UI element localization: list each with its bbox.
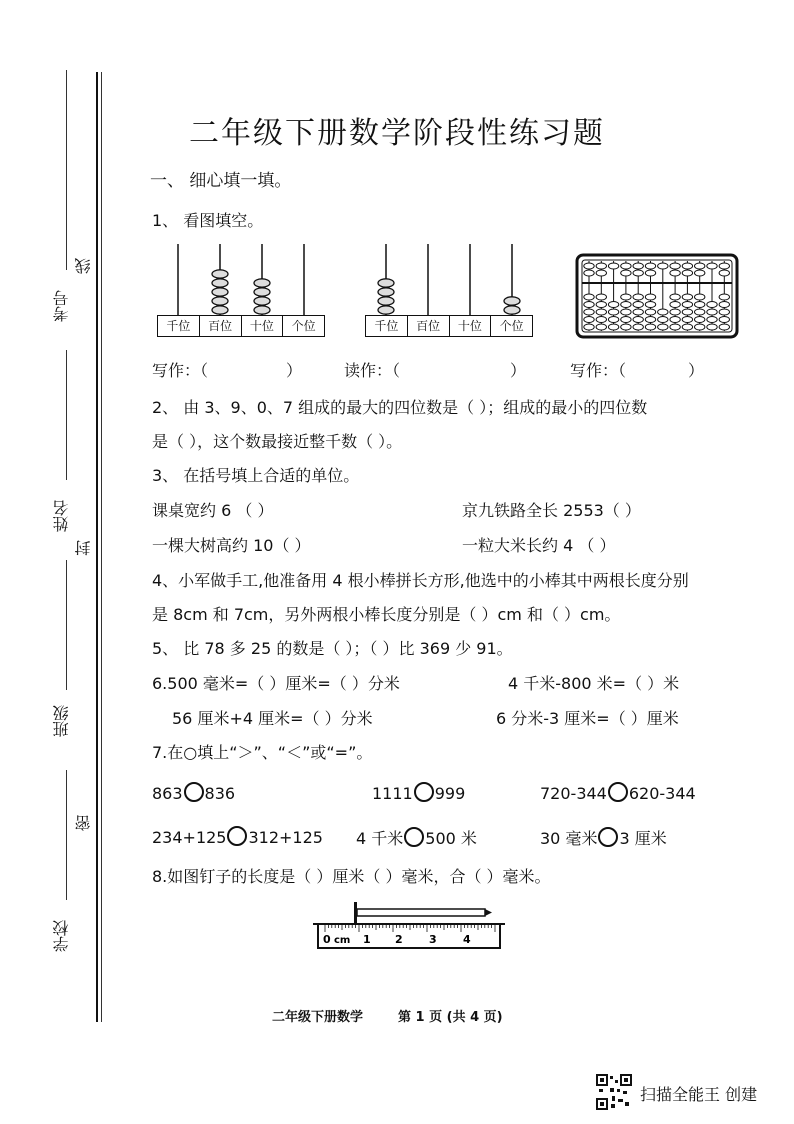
abacus-bead bbox=[504, 306, 520, 314]
abacus-bead bbox=[608, 302, 618, 308]
abacus-bead bbox=[670, 324, 680, 330]
seal-label: 封 bbox=[74, 540, 93, 556]
name-label: 姓名 bbox=[52, 500, 71, 532]
q4-line-2: 是 8cm 和 7cm，另外两根小棒长度分别是（ ）cm 和（ ）cm。 bbox=[152, 605, 621, 624]
abacus-bead bbox=[695, 309, 705, 315]
abacus-bead bbox=[658, 263, 668, 269]
abacus-bead bbox=[212, 270, 228, 278]
abacus-bead bbox=[682, 317, 692, 323]
q8-text: 8.如图钉子的长度是（ ）厘米（ ）毫米，合（ ）毫米。 bbox=[152, 867, 551, 886]
abacus-bead bbox=[707, 309, 717, 315]
abacus-bead bbox=[633, 294, 643, 300]
abacus-bead bbox=[254, 279, 270, 287]
compare-circle[interactable] bbox=[404, 827, 424, 847]
abacus-bead bbox=[645, 309, 655, 315]
abacus-2-place-hundreds: 百位 bbox=[408, 315, 450, 337]
abacus-bead bbox=[645, 270, 655, 276]
class-label: 班级 bbox=[52, 705, 71, 737]
q1-read: 读作：（ ） bbox=[344, 361, 527, 380]
abacus-bead bbox=[670, 263, 680, 269]
abacus-bead bbox=[645, 302, 655, 308]
q2-line-1: 2、 由 3、9、0、7 组成的最大的四位数是（ ）；组成的最小的四位数 bbox=[152, 398, 648, 417]
q3-item-3: 一棵大树高约 10（ ） bbox=[152, 536, 311, 555]
abacus-bead bbox=[658, 317, 668, 323]
abacus-bead bbox=[378, 279, 394, 287]
ruler-label-cm: cm bbox=[334, 935, 351, 946]
abacus-bead bbox=[596, 309, 606, 315]
ruler-label-0: 0 bbox=[323, 933, 331, 946]
abacus-bead bbox=[719, 324, 729, 330]
abacus-bead bbox=[608, 263, 618, 269]
q7-compare-2: 1111 999 bbox=[372, 784, 466, 803]
abacus-bead bbox=[707, 317, 717, 323]
abacus-bead bbox=[719, 302, 729, 308]
abacus-bead bbox=[378, 288, 394, 296]
q7-compare-6: 30 毫米 3 厘米 bbox=[540, 829, 667, 848]
scanner-watermark: 扫描全能王 创建 bbox=[640, 1085, 758, 1104]
abacus-bead bbox=[584, 270, 594, 276]
abacus-bead bbox=[584, 309, 594, 315]
abacus-bead bbox=[682, 324, 692, 330]
abacus-bead bbox=[621, 309, 631, 315]
school-label: 学校 bbox=[52, 920, 71, 952]
nail-icon bbox=[354, 902, 492, 924]
abacus-bead bbox=[682, 270, 692, 276]
margin-line-label: 线 bbox=[74, 258, 93, 274]
abacus-1-place-ones: 个位 bbox=[283, 315, 325, 337]
abacus-bead bbox=[633, 263, 643, 269]
abacus-bead bbox=[504, 297, 520, 305]
q6-c: 56 厘米+4 厘米=（ ）分米 bbox=[172, 709, 373, 728]
abacus-bead bbox=[682, 302, 692, 308]
abacus-bead bbox=[621, 294, 631, 300]
abacus-bead bbox=[682, 309, 692, 315]
q6-d: 6 分米-3 厘米=（ ）厘米 bbox=[496, 709, 679, 728]
abacus-2-place-ones: 个位 bbox=[491, 315, 533, 337]
q3-item-1: 课桌宽约 6 （ ） bbox=[152, 501, 274, 520]
abacus-bead bbox=[719, 317, 729, 323]
q1-write-2: 写作：（ ） bbox=[570, 361, 705, 380]
abacus-bead bbox=[633, 302, 643, 308]
abacus-2-labels bbox=[365, 315, 533, 337]
q3-text: 3、 在括号填上合适的单位。 bbox=[152, 466, 360, 485]
abacus-bead bbox=[695, 302, 705, 308]
abacus-bead bbox=[621, 317, 631, 323]
abacus-bead bbox=[670, 302, 680, 308]
footer-subject: 二年级下册数学 bbox=[272, 1010, 364, 1025]
abacus-bead bbox=[707, 263, 717, 269]
abacus-bead bbox=[670, 270, 680, 276]
abacus-bead bbox=[584, 317, 594, 323]
section-heading: 一、 细心填一填。 bbox=[150, 171, 292, 191]
abacus-bead bbox=[658, 309, 668, 315]
secret-label: 密 bbox=[74, 815, 93, 831]
footer-page: 第 1 页 (共 4 页) bbox=[398, 1010, 503, 1025]
abacus-bead bbox=[212, 288, 228, 296]
abacus-bead bbox=[719, 294, 729, 300]
compare-circle[interactable] bbox=[414, 782, 434, 802]
abacus-bead bbox=[682, 263, 692, 269]
abacus-bead bbox=[645, 294, 655, 300]
abacus-bead bbox=[695, 294, 705, 300]
qr-code-icon bbox=[596, 1074, 632, 1110]
abacus-bead bbox=[596, 263, 606, 269]
abacus-bead bbox=[695, 324, 705, 330]
abacus-2-place-thousands: 千位 bbox=[365, 315, 408, 337]
abacus-bead bbox=[584, 302, 594, 308]
abacus-bead bbox=[608, 324, 618, 330]
abacus-bead bbox=[670, 317, 680, 323]
ruler-nail-diagram bbox=[308, 896, 508, 952]
q3-item-2: 京九铁路全长 2553（ ） bbox=[462, 501, 641, 520]
abacus-bead bbox=[596, 324, 606, 330]
abacus-bead bbox=[645, 317, 655, 323]
abacus-bead bbox=[584, 263, 594, 269]
abacus-bead bbox=[596, 294, 606, 300]
abacus-bead bbox=[608, 309, 618, 315]
ruler-label-3: 3 bbox=[429, 933, 437, 946]
chinese-abacus-image bbox=[575, 253, 739, 339]
abacus-bead bbox=[719, 263, 729, 269]
abacus-bead bbox=[584, 324, 594, 330]
abacus-bead bbox=[695, 263, 705, 269]
abacus-bead bbox=[212, 279, 228, 287]
school-blank bbox=[66, 770, 68, 900]
abacus-bead bbox=[645, 263, 655, 269]
q4-line-1: 4、小军做手工,他准备用 4 根小棒拼长方形,他选中的小棒其中两根长度分别 bbox=[152, 571, 689, 590]
class-blank bbox=[66, 560, 68, 690]
abacus-1-place-thousands: 千位 bbox=[157, 315, 200, 337]
abacus-bead bbox=[212, 306, 228, 314]
abacus-bead bbox=[682, 294, 692, 300]
abacus-1-place-tens: 十位 bbox=[242, 315, 284, 337]
abacus-bead bbox=[621, 302, 631, 308]
abacus-bead bbox=[633, 309, 643, 315]
abacus-2-place-tens: 十位 bbox=[450, 315, 492, 337]
abacus-bead bbox=[254, 297, 270, 305]
abacus-bead bbox=[707, 302, 717, 308]
q6-a: 6.500 毫米=（ ）厘米=（ ）分米 bbox=[152, 674, 400, 693]
abacus-bead bbox=[633, 324, 643, 330]
compare-circle[interactable] bbox=[598, 827, 618, 847]
ruler-label-2: 2 bbox=[395, 933, 403, 946]
abacus-bead bbox=[596, 302, 606, 308]
q7-compare-3: 720-344 620-344 bbox=[540, 784, 696, 803]
abacus-bead bbox=[670, 309, 680, 315]
q3-item-4: 一粒大米长约 4 （ ） bbox=[462, 536, 616, 555]
abacus-bead bbox=[212, 297, 228, 305]
abacus-bead bbox=[621, 263, 631, 269]
abacus-1-labels bbox=[157, 315, 325, 337]
exam-no-blank bbox=[66, 70, 68, 270]
ruler-label-4: 4 bbox=[463, 933, 471, 946]
abacus-bead bbox=[695, 317, 705, 323]
abacus-bead bbox=[584, 294, 594, 300]
abacus-bead bbox=[719, 270, 729, 276]
abacus-bead bbox=[254, 288, 270, 296]
abacus-bead bbox=[621, 270, 631, 276]
q6-b: 4 千米-800 米=（ ）米 bbox=[508, 674, 680, 693]
abacus-bead bbox=[378, 306, 394, 314]
abacus-bead bbox=[378, 297, 394, 305]
abacus-bead bbox=[596, 317, 606, 323]
q7-compare-5: 4 千米 500 米 bbox=[356, 829, 477, 848]
abacus-bead bbox=[670, 294, 680, 300]
compare-circle[interactable] bbox=[227, 826, 247, 846]
abacus-bead bbox=[658, 324, 668, 330]
ruler-label-1: 1 bbox=[363, 933, 371, 946]
abacus-bead bbox=[621, 324, 631, 330]
abacus-bead bbox=[608, 317, 618, 323]
exam-no-label: 考号 bbox=[52, 290, 71, 322]
q1-write-1: 写作：（ ） bbox=[152, 361, 303, 380]
binding-line bbox=[96, 72, 98, 1022]
abacus-bead bbox=[719, 309, 729, 315]
name-blank bbox=[66, 350, 68, 480]
abacus-bead bbox=[633, 270, 643, 276]
abacus-bead bbox=[596, 270, 606, 276]
compare-circle[interactable] bbox=[608, 782, 628, 802]
q2-line-2: 是（ ），这个数最接近整千数（ ）。 bbox=[152, 432, 403, 451]
abacus-1-place-hundreds: 百位 bbox=[200, 315, 242, 337]
q7-compare-1: 863 836 bbox=[152, 784, 236, 803]
q1-text: 1、 看图填空。 bbox=[152, 211, 264, 230]
page-title: 二年级下册数学阶段性练习题 bbox=[189, 116, 605, 151]
abacus-bead bbox=[633, 317, 643, 323]
abacus-bead bbox=[695, 270, 705, 276]
q7-text: 7.在○填上“＞”、“＜”或“=”。 bbox=[152, 743, 373, 762]
q5-text: 5、 比 78 多 25 的数是（ ）；（ ）比 369 少 91。 bbox=[152, 639, 513, 658]
q7-compare-4: 234+125 312+125 bbox=[152, 828, 323, 847]
abacus-bead bbox=[254, 306, 270, 314]
compare-circle[interactable] bbox=[184, 782, 204, 802]
abacus-bead bbox=[707, 324, 717, 330]
binding-line-inner bbox=[101, 72, 102, 1022]
abacus-bead bbox=[645, 324, 655, 330]
